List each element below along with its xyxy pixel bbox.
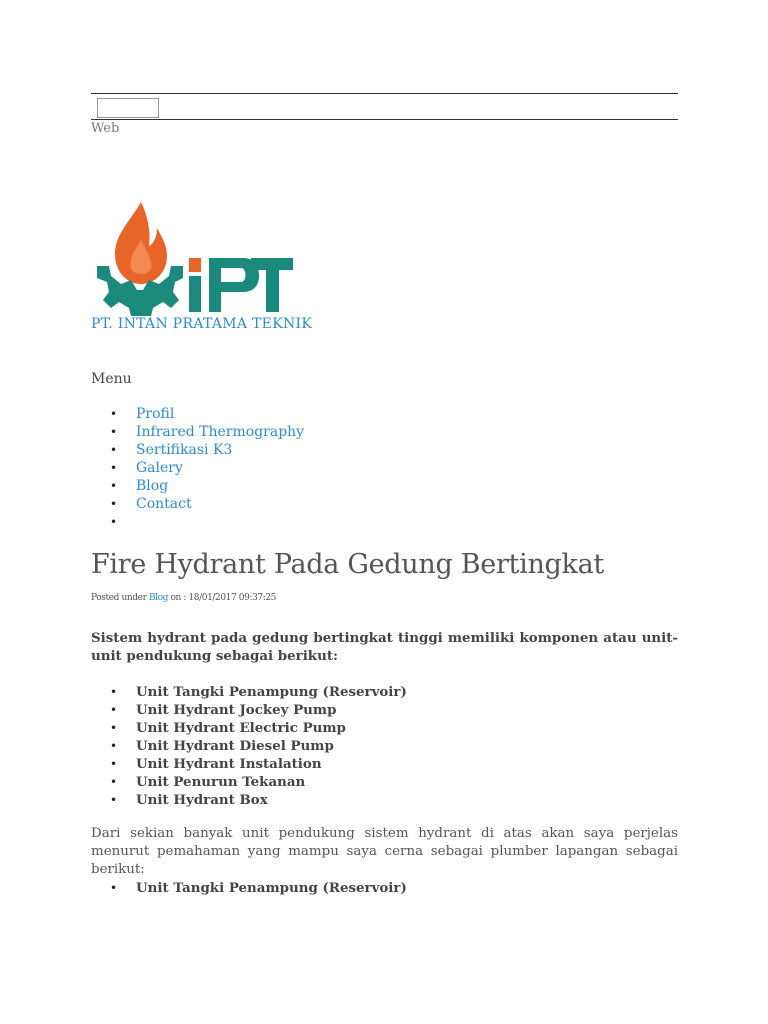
search-input[interactable] [97, 98, 159, 118]
list-item: • Unit Hydrant Instalation [91, 755, 407, 773]
menu-link[interactable]: Galery [136, 460, 183, 476]
list-item: • Unit Penurun Tekanan [91, 773, 407, 791]
company-logo[interactable] [91, 200, 295, 316]
menu-link[interactable]: Contact [136, 496, 192, 512]
menu-item-sertifikasi-k3[interactable] [91, 441, 304, 459]
list-item: • Unit Tangki Penampung (Reservoir) [91, 683, 407, 701]
category-link[interactable]: Blog [148, 593, 169, 603]
sub-unit-list [91, 879, 407, 897]
menu-link[interactable]: Profil [136, 406, 175, 422]
list-item: • Unit Hydrant Electric Pump [91, 719, 407, 737]
menu-link[interactable]: Sertifikasi K3 [136, 442, 233, 458]
search-bar [91, 93, 678, 120]
post-intro: Sistem hydrant pada gedung bertingkat tinggi memiliki komponen atau unit-unit pendukung sebagai berikut: [91, 630, 678, 664]
menu-item-profil[interactable] [91, 405, 304, 423]
meta-prefix: Posted under [91, 593, 149, 603]
unit-list [91, 683, 407, 809]
list-item: • Unit Hydrant Box [91, 791, 407, 809]
post-meta [91, 593, 276, 603]
post-paragraph: Dari sekian banyak unit pendukung sistem hydrant di atas akan saya perjelas menurut pemahaman yang mampu saya cerna sebagai plumber lapangan sebagai berikut: [91, 826, 678, 877]
menu-item-blog[interactable] [91, 477, 304, 495]
list-item: • Unit Tangki Penampung (Reservoir) [91, 879, 407, 897]
list-item: • Unit Hydrant Jockey Pump [91, 701, 407, 719]
ipt-logo-icon [91, 200, 295, 316]
post-date: 18/01/2017 09:37:25 [188, 593, 277, 603]
list-item: • Unit Hydrant Diesel Pump [91, 737, 407, 755]
main-menu [91, 405, 304, 531]
menu-label: Menu [91, 371, 132, 387]
menu-link[interactable]: Blog [136, 478, 169, 494]
menu-item-contact[interactable] [91, 495, 304, 513]
search-scope-label: Web [91, 121, 120, 136]
menu-item-infrared-thermography[interactable] [91, 423, 304, 441]
meta-on: on : [168, 593, 189, 603]
menu-link[interactable]: Infrared Thermography [136, 424, 305, 440]
menu-item-empty[interactable] [91, 513, 304, 531]
post-title: Fire Hydrant Pada Gedung Bertingkat [91, 549, 604, 580]
company-name[interactable]: PT. INTAN PRATAMA TEKNIK [91, 316, 313, 332]
menu-item-galery[interactable] [91, 459, 304, 477]
